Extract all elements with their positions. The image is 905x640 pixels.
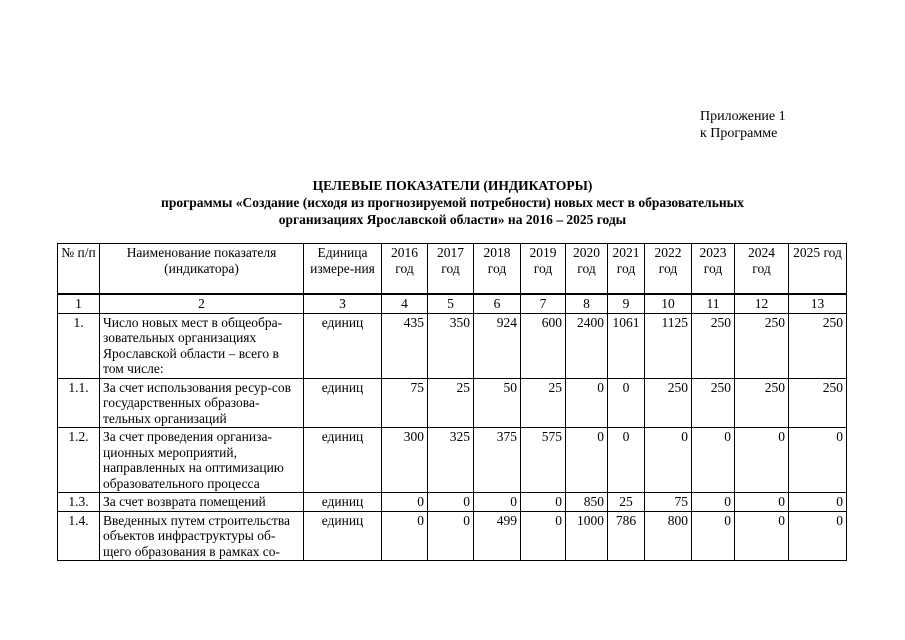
value-cell: 1061 — [608, 313, 645, 378]
value-cell: 25 — [608, 493, 645, 512]
header-year: 2025 год — [789, 244, 847, 295]
row-number: 1.3. — [58, 493, 100, 512]
value-cell: 0 — [608, 378, 645, 428]
value-cell: 786 — [608, 511, 645, 561]
table-body — [58, 244, 847, 561]
header-year: 2022 год — [645, 244, 692, 295]
value-cell: 250 — [692, 378, 735, 428]
unit-cell: единиц — [304, 313, 382, 378]
table-header-row — [58, 244, 847, 295]
column-number: 11 — [692, 294, 735, 313]
column-number: 4 — [382, 294, 428, 313]
value-cell: 800 — [645, 511, 692, 561]
header-year: 2019 год — [521, 244, 566, 295]
value-cell: 250 — [789, 378, 847, 428]
value-cell: 0 — [521, 493, 566, 512]
title-line-1: ЦЕЛЕВЫЕ ПОКАЗАТЕЛИ (ИНДИКАТОРЫ) — [312, 178, 593, 193]
value-cell: 0 — [735, 493, 789, 512]
column-number: 13 — [789, 294, 847, 313]
value-cell: 0 — [566, 428, 608, 493]
value-cell: 350 — [428, 313, 474, 378]
value-cell: 0 — [428, 493, 474, 512]
unit-cell: единиц — [304, 511, 382, 561]
value-cell: 600 — [521, 313, 566, 378]
value-cell: 25 — [428, 378, 474, 428]
unit-cell: единиц — [304, 378, 382, 428]
table-row — [58, 493, 847, 512]
appendix-line-2: к Программе — [700, 126, 778, 141]
document-title — [0, 177, 905, 228]
indicators-table — [57, 243, 847, 561]
value-cell: 300 — [382, 428, 428, 493]
value-cell: 575 — [521, 428, 566, 493]
value-cell: 499 — [474, 511, 521, 561]
value-cell: 250 — [735, 378, 789, 428]
title-line-2: программы «Создание (исходя из прогнозируемой потребности) новых мест в образовательных — [161, 195, 744, 210]
value-cell: 250 — [692, 313, 735, 378]
value-cell: 0 — [735, 428, 789, 493]
header-name: Наименование показателя (индикатора) — [100, 244, 304, 295]
value-cell: 25 — [521, 378, 566, 428]
row-number: 1. — [58, 313, 100, 378]
value-cell: 75 — [645, 493, 692, 512]
value-cell: 0 — [789, 493, 847, 512]
header-year: 2024 год — [735, 244, 789, 295]
column-number: 9 — [608, 294, 645, 313]
row-number: 1.4. — [58, 511, 100, 561]
value-cell: 850 — [566, 493, 608, 512]
table-row — [58, 313, 847, 378]
value-cell: 924 — [474, 313, 521, 378]
indicator-name: За счет использования ресур-сов государственных образова-тельных организаций — [100, 378, 304, 428]
value-cell: 50 — [474, 378, 521, 428]
value-cell: 75 — [382, 378, 428, 428]
unit-cell: единиц — [304, 428, 382, 493]
indicator-name: За счет возврата помещений — [100, 493, 304, 512]
value-cell: 250 — [789, 313, 847, 378]
column-number: 6 — [474, 294, 521, 313]
value-cell: 0 — [382, 493, 428, 512]
indicator-name: Число новых мест в общеобра-зовательных организациях Ярославской области – всего в том числе: — [100, 313, 304, 378]
header-year: 2021 год — [608, 244, 645, 295]
value-cell: 250 — [645, 378, 692, 428]
column-number: 3 — [304, 294, 382, 313]
value-cell: 1000 — [566, 511, 608, 561]
column-number: 2 — [100, 294, 304, 313]
value-cell: 0 — [645, 428, 692, 493]
value-cell: 2400 — [566, 313, 608, 378]
value-cell: 0 — [692, 493, 735, 512]
value-cell: 0 — [735, 511, 789, 561]
table-row — [58, 378, 847, 428]
value-cell: 0 — [608, 428, 645, 493]
header-year: 2020 год — [566, 244, 608, 295]
value-cell: 0 — [566, 378, 608, 428]
column-number: 5 — [428, 294, 474, 313]
header-unit: Единица измере-ния — [304, 244, 382, 295]
value-cell: 0 — [789, 511, 847, 561]
header-no: № п/п — [58, 244, 100, 295]
value-cell: 0 — [428, 511, 474, 561]
title-line-3: организациях Ярославской области» на 2016 – 2025 годы — [278, 212, 627, 227]
row-number: 1.1. — [58, 378, 100, 428]
header-year: 2023 год — [692, 244, 735, 295]
row-number: 1.2. — [58, 428, 100, 493]
appendix-line-1: Приложение 1 — [700, 109, 786, 124]
value-cell: 0 — [474, 493, 521, 512]
value-cell: 0 — [692, 511, 735, 561]
value-cell: 0 — [789, 428, 847, 493]
column-number: 12 — [735, 294, 789, 313]
value-cell: 1125 — [645, 313, 692, 378]
table-row — [58, 428, 847, 493]
appendix-label — [700, 108, 786, 142]
column-number: 8 — [566, 294, 608, 313]
indicator-name: За счет проведения организа-ционных мероприятий, направленных на оптимизацию образовательного процесса — [100, 428, 304, 493]
value-cell: 435 — [382, 313, 428, 378]
value-cell: 375 — [474, 428, 521, 493]
header-year: 2016 год — [382, 244, 428, 295]
value-cell: 325 — [428, 428, 474, 493]
header-year: 2018 год — [474, 244, 521, 295]
column-number: 7 — [521, 294, 566, 313]
indicator-name: Введенных путем строительства объектов инфраструктуры об-щего образования в рамках со- — [100, 511, 304, 561]
value-cell: 250 — [735, 313, 789, 378]
value-cell: 0 — [521, 511, 566, 561]
column-number: 10 — [645, 294, 692, 313]
table-row — [58, 511, 847, 561]
unit-cell: единиц — [304, 493, 382, 512]
value-cell: 0 — [692, 428, 735, 493]
header-year: 2017 год — [428, 244, 474, 295]
column-number: 1 — [58, 294, 100, 313]
column-number-row — [58, 294, 847, 313]
value-cell: 0 — [382, 511, 428, 561]
